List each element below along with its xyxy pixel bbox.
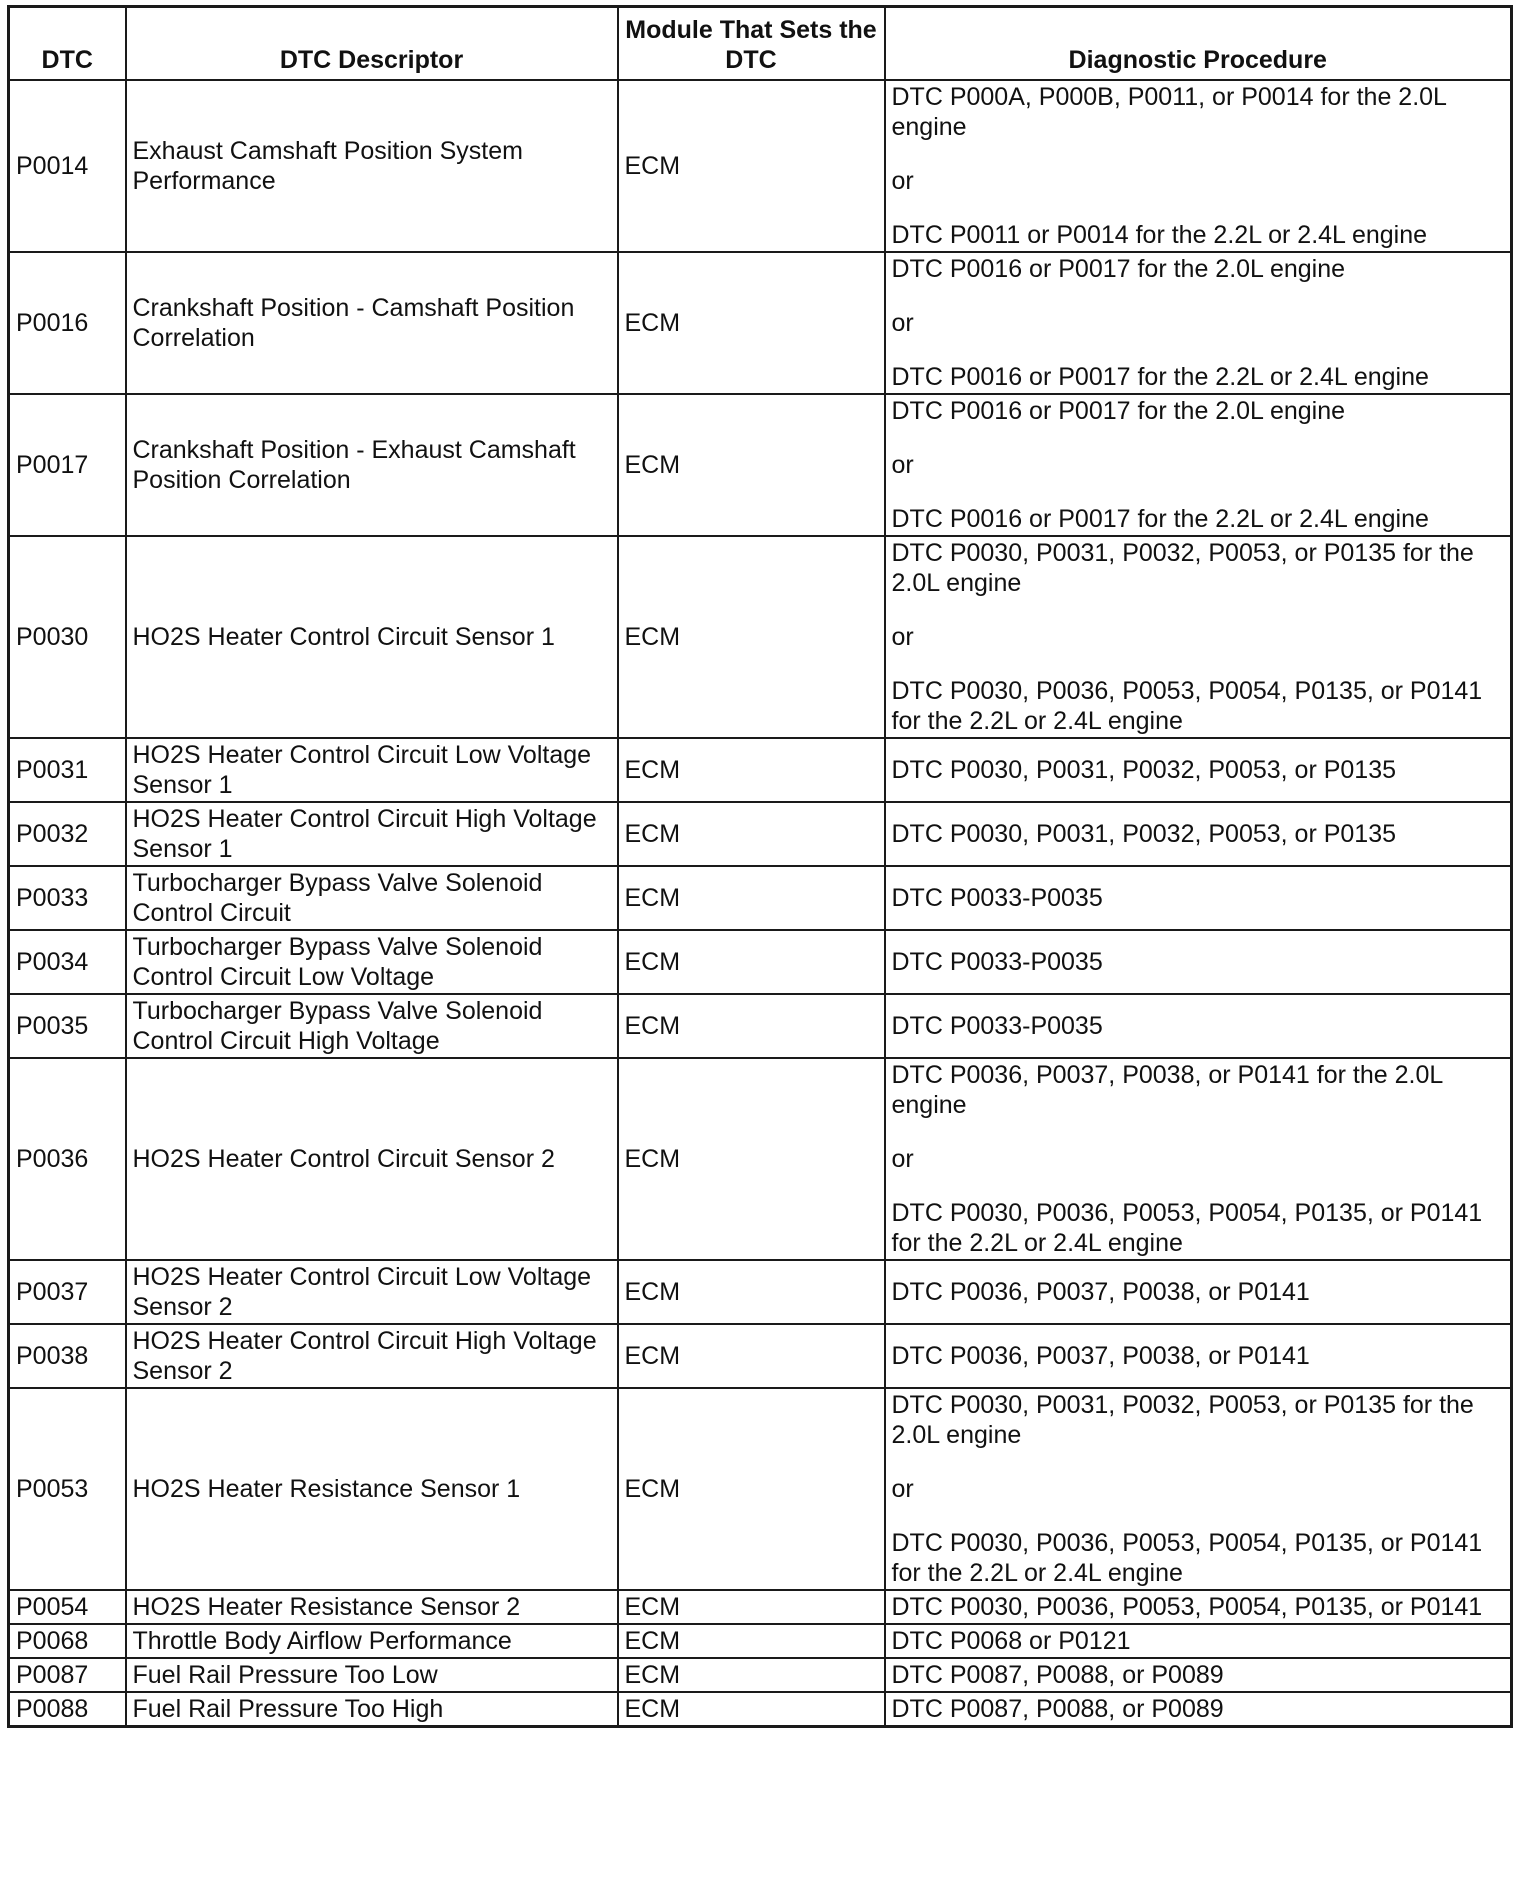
procedure-line: DTC P0030, P0036, P0053, P0054, P0135, or P0141 [891, 1593, 1483, 1621]
procedure-line: DTC P0036, P0037, P0038, or P0141 [891, 1278, 1310, 1306]
procedure-spacer [892, 1120, 1505, 1144]
dtc-descriptor-cell: Throttle Body Airflow Performance [126, 1624, 618, 1658]
diagnostic-procedure-cell [885, 252, 1512, 394]
procedure-line: DTC P0030, P0036, P0053, P0054, P0135, or P0141 for the 2.2L or 2.4L engine [891, 677, 1483, 735]
dtc-code-cell: P0014 [9, 80, 126, 252]
procedure-line: DTC P0033-P0035 [891, 1012, 1103, 1040]
procedure-line: DTC P0011 or P0014 for the 2.2L or 2.4L engine [891, 221, 1428, 249]
table-row [9, 1388, 1512, 1590]
dtc-descriptor-cell: HO2S Heater Control Circuit Low Voltage Sensor 2 [126, 1260, 618, 1324]
dtc-descriptor-cell: HO2S Heater Resistance Sensor 2 [126, 1590, 618, 1624]
diagnostic-procedure-cell [885, 1590, 1512, 1624]
procedure-spacer [892, 598, 1505, 622]
procedure-line: DTC P0036, P0037, P0038, or P0141 [891, 1342, 1310, 1370]
procedure-line: DTC P0030, P0031, P0032, P0053, or P0135 [891, 756, 1397, 784]
dtc-code-cell: P0035 [9, 994, 126, 1058]
procedure-line: or [891, 167, 914, 195]
dtc-code-cell: P0017 [9, 394, 126, 536]
dtc-code-cell: P0088 [9, 1692, 126, 1727]
dtc-code-cell: P0033 [9, 866, 126, 930]
dtc-descriptor-cell: Fuel Rail Pressure Too Low [126, 1658, 618, 1692]
table-body [9, 80, 1512, 1727]
table-row [9, 1058, 1512, 1260]
dtc-descriptor-cell: HO2S Heater Control Circuit High Voltage Sensor 2 [126, 1324, 618, 1388]
diagnostic-procedure-cell [885, 1624, 1512, 1658]
module-cell: ECM [618, 1590, 885, 1624]
procedure-spacer [892, 480, 1505, 504]
dtc-code-cell: P0037 [9, 1260, 126, 1324]
dtc-code-cell: P0030 [9, 536, 126, 738]
table-row [9, 1590, 1512, 1624]
table-row [9, 1260, 1512, 1324]
diagnostic-procedure-cell [885, 930, 1512, 994]
table-row [9, 930, 1512, 994]
module-cell: ECM [618, 252, 885, 394]
header-procedure: Diagnostic Procedure [885, 7, 1512, 81]
diagnostic-procedure-cell [885, 1260, 1512, 1324]
procedure-line: DTC P0068 or P0121 [891, 1627, 1131, 1655]
procedure-line: DTC P0033-P0035 [891, 948, 1103, 976]
dtc-descriptor-cell: HO2S Heater Resistance Sensor 1 [126, 1388, 618, 1590]
procedure-line: DTC P0030, P0031, P0032, P0053, or P0135 for the 2.0L engine [891, 1391, 1474, 1449]
procedure-spacer [892, 1450, 1505, 1474]
table-row [9, 1692, 1512, 1727]
header-module: Module That Sets the DTC [618, 7, 885, 81]
module-cell: ECM [618, 738, 885, 802]
table-row [9, 1324, 1512, 1388]
diagnostic-procedure-cell [885, 738, 1512, 802]
dtc-descriptor-cell: Crankshaft Position - Camshaft Position Correlation [126, 252, 618, 394]
module-cell: ECM [618, 802, 885, 866]
dtc-code-cell: P0087 [9, 1658, 126, 1692]
procedure-line: DTC P0030, P0031, P0032, P0053, or P0135 [891, 820, 1397, 848]
procedure-line: DTC P0016 or P0017 for the 2.2L or 2.4L engine [891, 505, 1429, 533]
procedure-line: DTC P0016 or P0017 for the 2.0L engine [891, 397, 1346, 425]
dtc-code-cell: P0032 [9, 802, 126, 866]
module-cell: ECM [618, 994, 885, 1058]
procedure-line: DTC P0030, P0031, P0032, P0053, or P0135 for the 2.0L engine [891, 539, 1474, 597]
dtc-table [7, 5, 1513, 1728]
module-cell: ECM [618, 536, 885, 738]
dtc-code-cell: P0034 [9, 930, 126, 994]
dtc-descriptor-cell: Turbocharger Bypass Valve Solenoid Control Circuit Low Voltage [126, 930, 618, 994]
procedure-spacer [892, 1174, 1505, 1198]
procedure-line: DTC P0033-P0035 [891, 884, 1103, 912]
procedure-spacer [892, 142, 1505, 166]
procedure-spacer [892, 1504, 1505, 1528]
table-row [9, 394, 1512, 536]
dtc-code-cell: P0038 [9, 1324, 126, 1388]
table-row [9, 802, 1512, 866]
module-cell: ECM [618, 1260, 885, 1324]
procedure-line: or [891, 451, 914, 479]
module-cell: ECM [618, 1692, 885, 1727]
module-cell: ECM [618, 1058, 885, 1260]
dtc-descriptor-cell: HO2S Heater Control Circuit Low Voltage Sensor 1 [126, 738, 618, 802]
procedure-line: DTC P0030, P0036, P0053, P0054, P0135, or P0141 for the 2.2L or 2.4L engine [891, 1529, 1483, 1587]
dtc-code-cell: P0036 [9, 1058, 126, 1260]
procedure-spacer [892, 652, 1505, 676]
dtc-code-cell: P0031 [9, 738, 126, 802]
procedure-line: or [891, 623, 914, 651]
dtc-descriptor-cell: HO2S Heater Control Circuit Sensor 2 [126, 1058, 618, 1260]
diagnostic-procedure-cell [885, 802, 1512, 866]
procedure-line: DTC P0087, P0088, or P0089 [891, 1661, 1224, 1689]
table-row [9, 866, 1512, 930]
procedure-spacer [892, 338, 1505, 362]
table-row [9, 738, 1512, 802]
module-cell: ECM [618, 394, 885, 536]
diagnostic-procedure-cell [885, 1658, 1512, 1692]
dtc-descriptor-cell: Exhaust Camshaft Position System Performance [126, 80, 618, 252]
header-descriptor: DTC Descriptor [126, 7, 618, 81]
procedure-line: or [891, 309, 914, 337]
dtc-descriptor-cell: HO2S Heater Control Circuit Sensor 1 [126, 536, 618, 738]
dtc-descriptor-cell: Fuel Rail Pressure Too High [126, 1692, 618, 1727]
procedure-line: DTC P0016 or P0017 for the 2.2L or 2.4L engine [891, 363, 1429, 391]
procedure-line: DTC P000A, P000B, P0011, or P0014 for the 2.0L engine [891, 83, 1447, 141]
procedure-line: DTC P0036, P0037, P0038, or P0141 for the 2.0L engine [891, 1061, 1443, 1119]
diagnostic-procedure-cell [885, 394, 1512, 536]
table-row [9, 252, 1512, 394]
table-row [9, 1624, 1512, 1658]
diagnostic-procedure-cell [885, 1058, 1512, 1260]
diagnostic-procedure-cell [885, 80, 1512, 252]
module-cell: ECM [618, 866, 885, 930]
procedure-spacer [892, 196, 1505, 220]
module-cell: ECM [618, 1388, 885, 1590]
module-cell: ECM [618, 1658, 885, 1692]
module-cell: ECM [618, 1324, 885, 1388]
dtc-descriptor-cell: Turbocharger Bypass Valve Solenoid Control Circuit High Voltage [126, 994, 618, 1058]
module-cell: ECM [618, 930, 885, 994]
diagnostic-procedure-cell [885, 994, 1512, 1058]
module-cell: ECM [618, 1624, 885, 1658]
dtc-descriptor-cell: Crankshaft Position - Exhaust Camshaft Position Correlation [126, 394, 618, 536]
dtc-descriptor-cell: HO2S Heater Control Circuit High Voltage Sensor 1 [126, 802, 618, 866]
diagnostic-procedure-cell [885, 866, 1512, 930]
procedure-line: DTC P0030, P0036, P0053, P0054, P0135, or P0141 for the 2.2L or 2.4L engine [891, 1199, 1483, 1257]
dtc-code-cell: P0053 [9, 1388, 126, 1590]
procedure-line: or [891, 1475, 914, 1503]
procedure-line: or [891, 1145, 914, 1173]
procedure-line: DTC P0016 or P0017 for the 2.0L engine [891, 255, 1346, 283]
header-row [9, 7, 1512, 81]
table-row [9, 536, 1512, 738]
diagnostic-procedure-cell [885, 1692, 1512, 1727]
diagnostic-procedure-cell [885, 1324, 1512, 1388]
diagnostic-procedure-cell [885, 536, 1512, 738]
dtc-code-cell: P0068 [9, 1624, 126, 1658]
header-dtc: DTC [9, 7, 126, 81]
dtc-code-cell: P0016 [9, 252, 126, 394]
diagnostic-procedure-cell [885, 1388, 1512, 1590]
dtc-descriptor-cell: Turbocharger Bypass Valve Solenoid Control Circuit [126, 866, 618, 930]
procedure-spacer [892, 426, 1505, 450]
procedure-spacer [892, 284, 1505, 308]
table-row [9, 80, 1512, 252]
procedure-line: DTC P0087, P0088, or P0089 [891, 1695, 1224, 1723]
table-row [9, 1658, 1512, 1692]
dtc-code-cell: P0054 [9, 1590, 126, 1624]
module-cell: ECM [618, 80, 885, 252]
table-row [9, 994, 1512, 1058]
